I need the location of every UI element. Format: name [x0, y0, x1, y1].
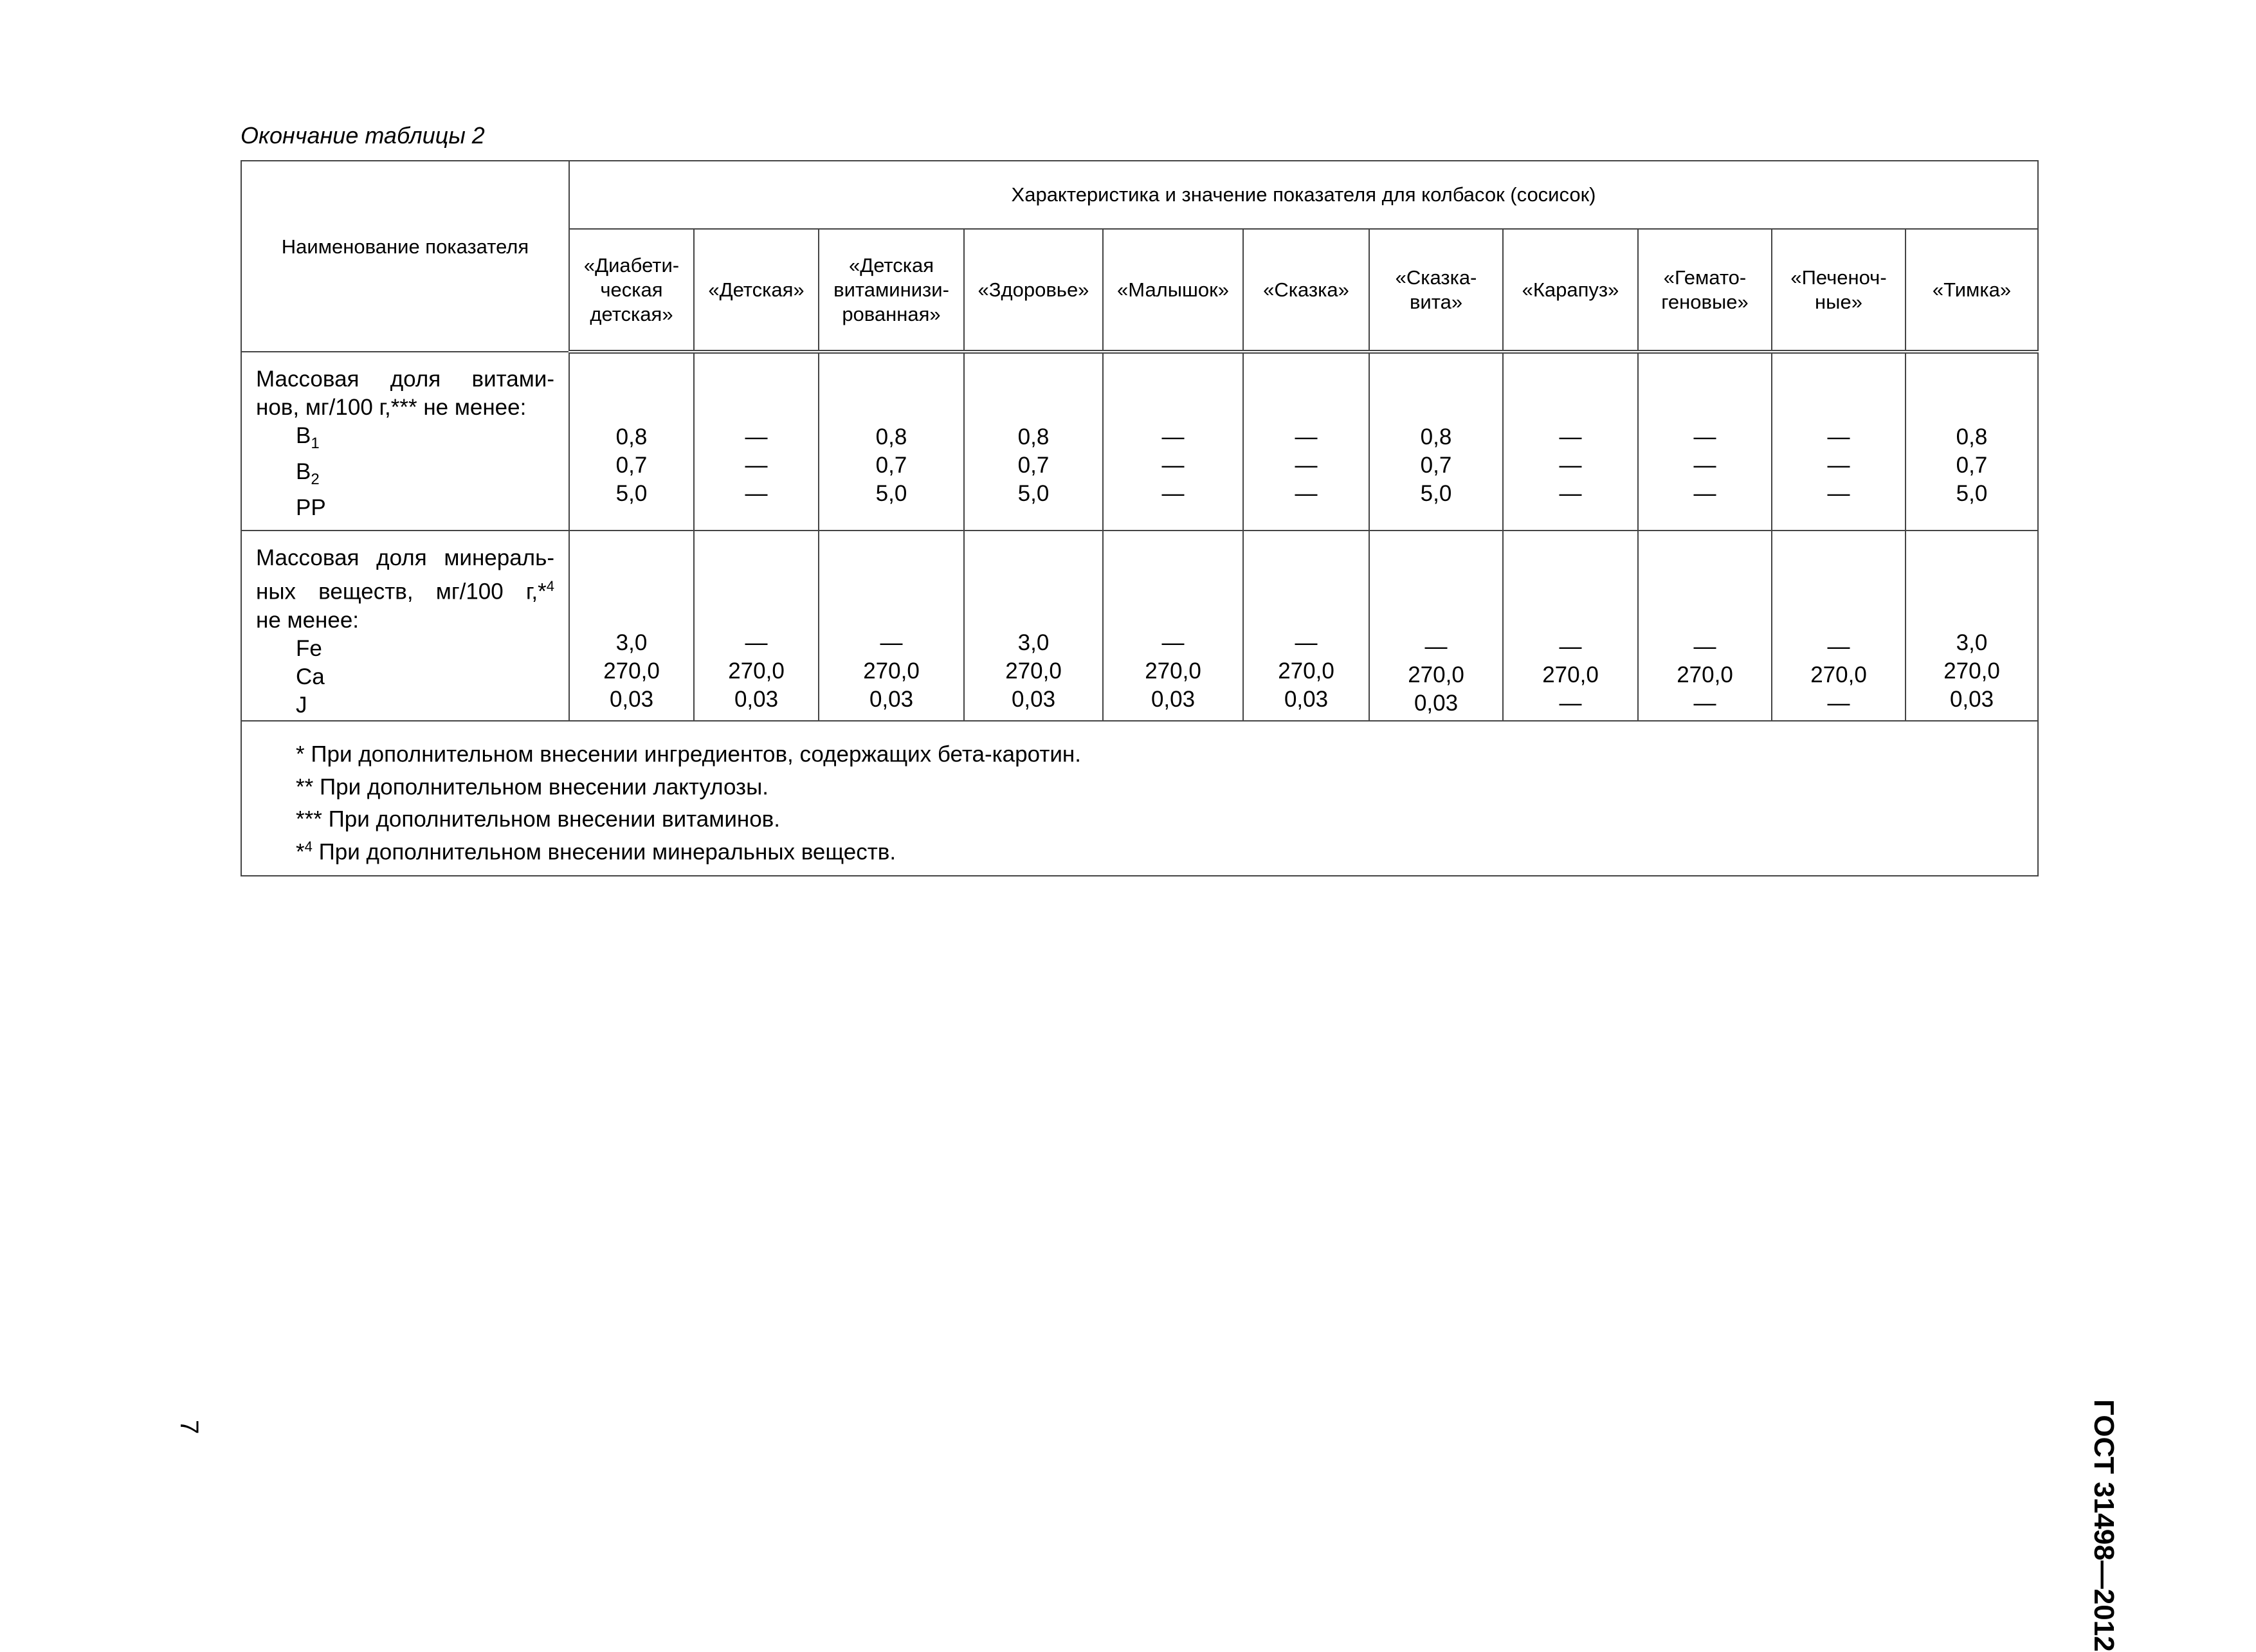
column-header-3 — [819, 229, 964, 352]
column-header-line: «Детская — [848, 253, 934, 277]
column-header-line: «Карапуз» — [1522, 278, 1619, 301]
minerals-value: 0,03 — [1949, 687, 1994, 712]
column-header-line: «Гемато- — [1663, 266, 1747, 289]
minerals-value: — — [1161, 630, 1185, 655]
vitamins-value-cell — [1503, 352, 1638, 531]
vitamins-value-stack — [1370, 423, 1502, 508]
vitamins-value: — — [1559, 481, 1582, 506]
minerals-value-cell — [819, 531, 964, 721]
vitamins-value: — — [745, 453, 768, 478]
minerals-title-line3: не менее: — [256, 607, 359, 633]
minerals-value: — — [1827, 634, 1850, 659]
minerals-value: 0,03 — [734, 687, 779, 712]
vitamins-title-line2: нов, мг/100 г,*** не менее: — [256, 395, 527, 420]
column-header-6 — [1243, 229, 1369, 352]
vitamins-value-stack — [695, 423, 818, 508]
minerals-value: 270,0 — [1943, 658, 2000, 684]
minerals-item-list — [256, 635, 554, 720]
header-name-label: Наименование показателя — [281, 235, 529, 258]
column-header-10 — [1772, 229, 1906, 352]
mineral-item-label: Ca — [296, 664, 325, 689]
vitamins-value: 5,0 — [1017, 481, 1050, 506]
vitamins-value: — — [1161, 481, 1185, 506]
vitamin-item-label: PP — [296, 495, 326, 520]
minerals-value: 0,03 — [1151, 687, 1196, 712]
minerals-title-line2-text: ных веществ, мг/100 г,* — [256, 579, 547, 604]
header-group-cell — [569, 161, 2038, 229]
vitamins-value: — — [1827, 481, 1850, 506]
minerals-value: — — [1295, 630, 1318, 655]
minerals-value-stack — [1370, 629, 1502, 718]
footnotes-row — [241, 721, 2038, 876]
footnote-text: При дополнительном внесении витаминов. — [328, 806, 781, 832]
footnote-text: При дополнительном внесении ингредиентов, содержащих бета-каротин. — [311, 741, 1081, 767]
vitamins-value-cell — [1906, 352, 2038, 531]
minerals-value: — — [1559, 691, 1582, 716]
minerals-value: 270,0 — [1145, 658, 1201, 684]
vitamins-value: — — [1693, 481, 1716, 506]
column-header-8 — [1503, 229, 1638, 352]
minerals-value-cell — [1638, 531, 1772, 721]
vitamins-value: 0,7 — [1956, 453, 1988, 478]
column-header-11 — [1906, 229, 2038, 352]
column-header-4 — [964, 229, 1103, 352]
minerals-title-line1: Массовая доля минераль- — [256, 545, 554, 570]
column-header-line: геновые» — [1661, 290, 1749, 313]
vitamins-value: — — [1559, 424, 1582, 449]
column-header-9 — [1638, 229, 1772, 352]
vitamins-value: — — [1161, 424, 1185, 449]
minerals-value: 270,0 — [863, 658, 920, 684]
vitamins-value: — — [1295, 481, 1318, 506]
vitamins-value: — — [1827, 453, 1850, 478]
minerals-value: 3,0 — [615, 630, 648, 655]
vitamins-value-cell — [569, 352, 694, 531]
footnote-text: При дополнительном внесении минеральных веществ. — [318, 839, 896, 865]
minerals-value: 0,03 — [869, 687, 914, 712]
minerals-value: 3,0 — [1956, 630, 1988, 655]
minerals-value: 0,03 — [609, 687, 654, 712]
minerals-value-stack — [1504, 629, 1637, 718]
minerals-name-cell — [241, 531, 569, 721]
vitamins-value: 0,7 — [1017, 453, 1050, 478]
vitamins-value: — — [1693, 424, 1716, 449]
vitamins-value-stack — [1504, 423, 1637, 508]
minerals-value-cell — [1243, 531, 1369, 721]
minerals-value-cell — [1369, 531, 1503, 721]
minerals-value: — — [1693, 634, 1716, 659]
minerals-value: 270,0 — [1005, 658, 1062, 684]
vitamins-value: 0,8 — [1956, 424, 1988, 449]
vitamins-value-stack — [1104, 423, 1242, 508]
vitamins-value-cell — [694, 352, 819, 531]
footnote — [296, 801, 2037, 833]
minerals-value-stack — [1244, 629, 1369, 714]
vitamins-value-stack — [965, 423, 1102, 508]
footnote-mark-sup: 4 — [304, 838, 313, 855]
minerals-value-stack — [819, 629, 963, 714]
minerals-value: 270,0 — [1278, 658, 1334, 684]
minerals-value-cell — [1772, 531, 1906, 721]
minerals-value: 270,0 — [1810, 662, 1867, 687]
header-name-cell — [241, 161, 569, 352]
vitamin-item — [296, 494, 554, 530]
vitamins-value-cell — [1369, 352, 1503, 531]
vitamins-value: — — [1827, 424, 1850, 449]
minerals-value: — — [1559, 634, 1582, 659]
minerals-value: 270,0 — [603, 658, 660, 684]
minerals-value: 0,03 — [1011, 687, 1056, 712]
minerals-value: 270,0 — [728, 658, 785, 684]
vitamins-value-cell — [1638, 352, 1772, 531]
column-header-line: «Печеноч- — [1790, 266, 1887, 289]
minerals-value: 270,0 — [1408, 662, 1464, 687]
footnote — [296, 768, 2037, 801]
footnote-mark: * — [296, 839, 305, 865]
vitamins-value-stack — [1906, 423, 2037, 508]
minerals-title-sup: 4 — [546, 578, 554, 594]
vitamin-item — [296, 422, 554, 458]
minerals-value: 0,03 — [1414, 691, 1459, 716]
footnote-mark: *** — [296, 806, 322, 832]
vitamins-value: 0,7 — [875, 453, 907, 478]
vitamins-value: — — [745, 424, 768, 449]
vitamins-value: 5,0 — [615, 481, 648, 506]
minerals-value: — — [1827, 691, 1850, 716]
minerals-value-stack — [570, 629, 693, 714]
minerals-value-stack — [965, 629, 1102, 714]
minerals-value-stack — [1906, 629, 2037, 714]
footnote — [296, 736, 2037, 768]
vitamin-item-sub: 2 — [311, 471, 320, 488]
vitamins-value-cell — [1103, 352, 1243, 531]
vitamins-value-cell — [1772, 352, 1906, 531]
vitamin-item-sub: 1 — [311, 435, 320, 452]
footnote-mark: ** — [296, 774, 314, 800]
vitamins-value: 5,0 — [1420, 481, 1452, 506]
vitamins-value-cell — [964, 352, 1103, 531]
standard-id: ГОСТ 31498—2012 — [2088, 1399, 2120, 1652]
indicators-table — [241, 160, 2039, 876]
footnote — [296, 833, 2037, 866]
column-header-line: ческая — [600, 278, 663, 301]
header-group-label: Характеристика и значение показателя для колбасок (сосисок) — [1011, 183, 1596, 206]
column-header-line: «Тимка» — [1932, 278, 2012, 301]
vitamins-value: 0,7 — [1420, 453, 1452, 478]
footnote-text: При дополнительном внесении лактулозы. — [319, 774, 769, 800]
vitamins-value: 0,7 — [615, 453, 648, 478]
minerals-value-cell — [569, 531, 694, 721]
minerals-value: — — [880, 630, 903, 655]
vitamins-row — [241, 352, 2038, 531]
minerals-value: 270,0 — [1542, 662, 1599, 687]
column-header-line: «Здоровье» — [978, 278, 1089, 301]
vitamins-value-cell — [1243, 352, 1369, 531]
vitamins-value-stack — [1244, 423, 1369, 508]
column-header-line: «Диабети- — [583, 253, 680, 277]
minerals-value-cell — [964, 531, 1103, 721]
vitamins-value: 5,0 — [1956, 481, 1988, 506]
minerals-value-cell — [1103, 531, 1243, 721]
vitamins-value: 0,8 — [1017, 424, 1050, 449]
vitamins-value: 0,8 — [1420, 424, 1452, 449]
column-header-line: ные» — [1815, 290, 1862, 313]
vitamin-item — [296, 458, 554, 494]
minerals-row — [241, 531, 2038, 721]
vitamins-title-line1: Массовая доля витами- — [256, 367, 554, 392]
minerals-value: 3,0 — [1017, 630, 1050, 655]
column-header-line: детская» — [590, 302, 673, 325]
column-header-5 — [1103, 229, 1243, 352]
column-header-line: «Сказка» — [1263, 278, 1349, 301]
footnotes-cell — [241, 721, 2038, 876]
column-header-line: витаминизи- — [833, 278, 949, 301]
minerals-value-stack — [695, 629, 818, 714]
mineral-item-label: Fe — [296, 635, 322, 661]
vitamins-value: — — [1559, 453, 1582, 478]
header-row-1 — [241, 161, 2038, 229]
vitamins-value: — — [1693, 453, 1716, 478]
mineral-item-label: J — [296, 692, 307, 718]
vitamins-value: — — [745, 481, 768, 506]
vitamins-item-list — [256, 422, 554, 530]
vitamin-item-label: B — [296, 459, 311, 484]
vitamins-value-stack — [570, 423, 693, 508]
vitamins-value-stack — [819, 423, 963, 508]
minerals-value: 270,0 — [1677, 662, 1733, 687]
table-caption: Окончание таблицы 2 — [241, 122, 485, 149]
column-header-7 — [1369, 229, 1503, 352]
vitamins-value: — — [1295, 424, 1318, 449]
minerals-value-cell — [1503, 531, 1638, 721]
column-header-line: «Малышок» — [1117, 278, 1229, 301]
minerals-value-stack — [1639, 629, 1771, 718]
vitamins-name-cell — [241, 352, 569, 531]
vitamins-value-stack — [1772, 423, 1905, 508]
minerals-value-stack — [1104, 629, 1242, 714]
minerals-value: — — [1424, 634, 1448, 659]
footnote-mark: * — [296, 741, 305, 767]
page-number: 7 — [175, 1420, 203, 1435]
column-header-1 — [569, 229, 694, 352]
minerals-value-cell — [1906, 531, 2038, 721]
vitamins-value: 5,0 — [875, 481, 907, 506]
column-header-line: рованная» — [842, 302, 941, 325]
vitamins-value: — — [1295, 453, 1318, 478]
vitamins-value-cell — [819, 352, 964, 531]
vitamins-value: 0,8 — [875, 424, 907, 449]
column-header-line: «Сказка- — [1395, 266, 1477, 289]
minerals-value-stack — [1772, 629, 1905, 718]
minerals-value: 0,03 — [1284, 687, 1329, 712]
minerals-value: — — [1693, 691, 1716, 716]
column-header-line: «Детская» — [708, 278, 805, 301]
column-header-2 — [694, 229, 819, 352]
vitamins-value: 0,8 — [615, 424, 648, 449]
minerals-title-line2 — [256, 572, 554, 606]
column-header-line: вита» — [1409, 290, 1463, 313]
vitamins-value-stack — [1639, 423, 1771, 508]
vitamins-value: — — [1161, 453, 1185, 478]
vitamin-item-label: B — [296, 423, 311, 448]
minerals-value-cell — [694, 531, 819, 721]
minerals-value: — — [745, 630, 768, 655]
